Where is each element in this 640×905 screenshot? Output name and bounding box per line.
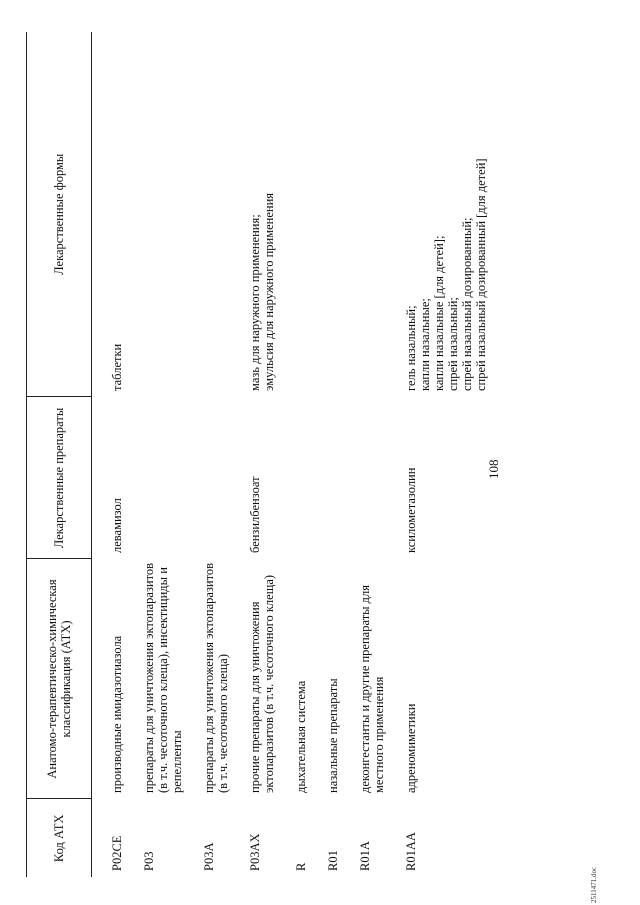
drug-name: [308, 397, 340, 559]
drug-name: ксилометазолин: [404, 467, 418, 553]
dosage-form: эмульсия для наружного применения: [262, 192, 276, 391]
atx-classification: деконгестанты и другие препараты для местного применения: [358, 584, 386, 793]
dosage-form: таблетки: [110, 343, 124, 391]
dosage-form: спрей назальный;: [446, 297, 460, 391]
drug-name: [124, 397, 184, 559]
table-header-row: [27, 32, 92, 877]
dosage-forms: [386, 32, 488, 397]
drug-name: [276, 397, 308, 559]
table-row: [340, 32, 386, 877]
atx-classification: препараты для уничтожения эктопаразитов (в т.ч. чесоточного клеща): [202, 562, 230, 793]
header-forms: Лекарственные формы: [27, 32, 92, 397]
page-number: 108: [486, 459, 501, 479]
drug-name: [340, 397, 386, 559]
table-row: [386, 32, 488, 877]
table-row: [276, 32, 308, 877]
atx-classification: дыхательная система: [294, 680, 308, 793]
header-classification: Анатомо-терапевтическо-химическая классификация (АТХ): [27, 559, 92, 799]
atx-code: P03: [142, 851, 156, 871]
table-row: [230, 32, 276, 877]
dosage-forms: [276, 32, 308, 397]
drug-name: бензилбензоат: [248, 476, 262, 553]
dosage-forms: [308, 32, 340, 397]
drug-name: [184, 397, 230, 559]
atx-code: P02CE: [110, 835, 124, 871]
dosage-form: капли назальные;: [418, 298, 432, 391]
atx-classification: назальные препараты: [326, 678, 340, 793]
drug-name: левамизол: [110, 498, 124, 553]
dosage-form: гель назальный;: [404, 305, 418, 391]
table-row: [184, 32, 230, 877]
atx-code: P03AX: [248, 833, 262, 871]
table-row: [124, 32, 184, 877]
dosage-form: капли назальные [для детей];: [432, 235, 446, 391]
dosage-forms: [92, 32, 125, 397]
dosage-form: мазь для наружного применения;: [248, 214, 262, 391]
atx-code: R01: [326, 850, 340, 871]
table-row: [92, 32, 125, 877]
document-id: 2511471.doc: [590, 866, 598, 903]
atx-code: P03A: [202, 842, 216, 871]
dosage-forms: [184, 32, 230, 397]
dosage-form: спрей назальный дозированный [для детей]: [474, 158, 488, 391]
table-row: [308, 32, 340, 877]
dosage-forms: [124, 32, 184, 397]
atx-classification: прочие препараты для уничтожения эктопаразитов (в т.ч. чесоточного клеща): [248, 574, 276, 793]
dosage-forms: [230, 32, 276, 397]
atx-code: R01AA: [404, 832, 418, 871]
atx-table: [26, 32, 488, 877]
atx-classification: адреномиметики: [404, 703, 418, 793]
header-drugs: Лекарственные препараты: [27, 397, 92, 559]
atx-classification: препараты для уничтожения эктопаразитов (в т.ч. чесоточного клеща), инсектициды и репелленты: [142, 562, 184, 793]
header-code: Код АТХ: [27, 799, 92, 877]
atx-classification: производные имидазотиазола: [110, 635, 124, 793]
atx-code: R01A: [358, 841, 372, 871]
atx-code: R: [294, 862, 308, 871]
dosage-form: спрей назальный дозированный;: [460, 217, 474, 391]
dosage-forms: [340, 32, 386, 397]
